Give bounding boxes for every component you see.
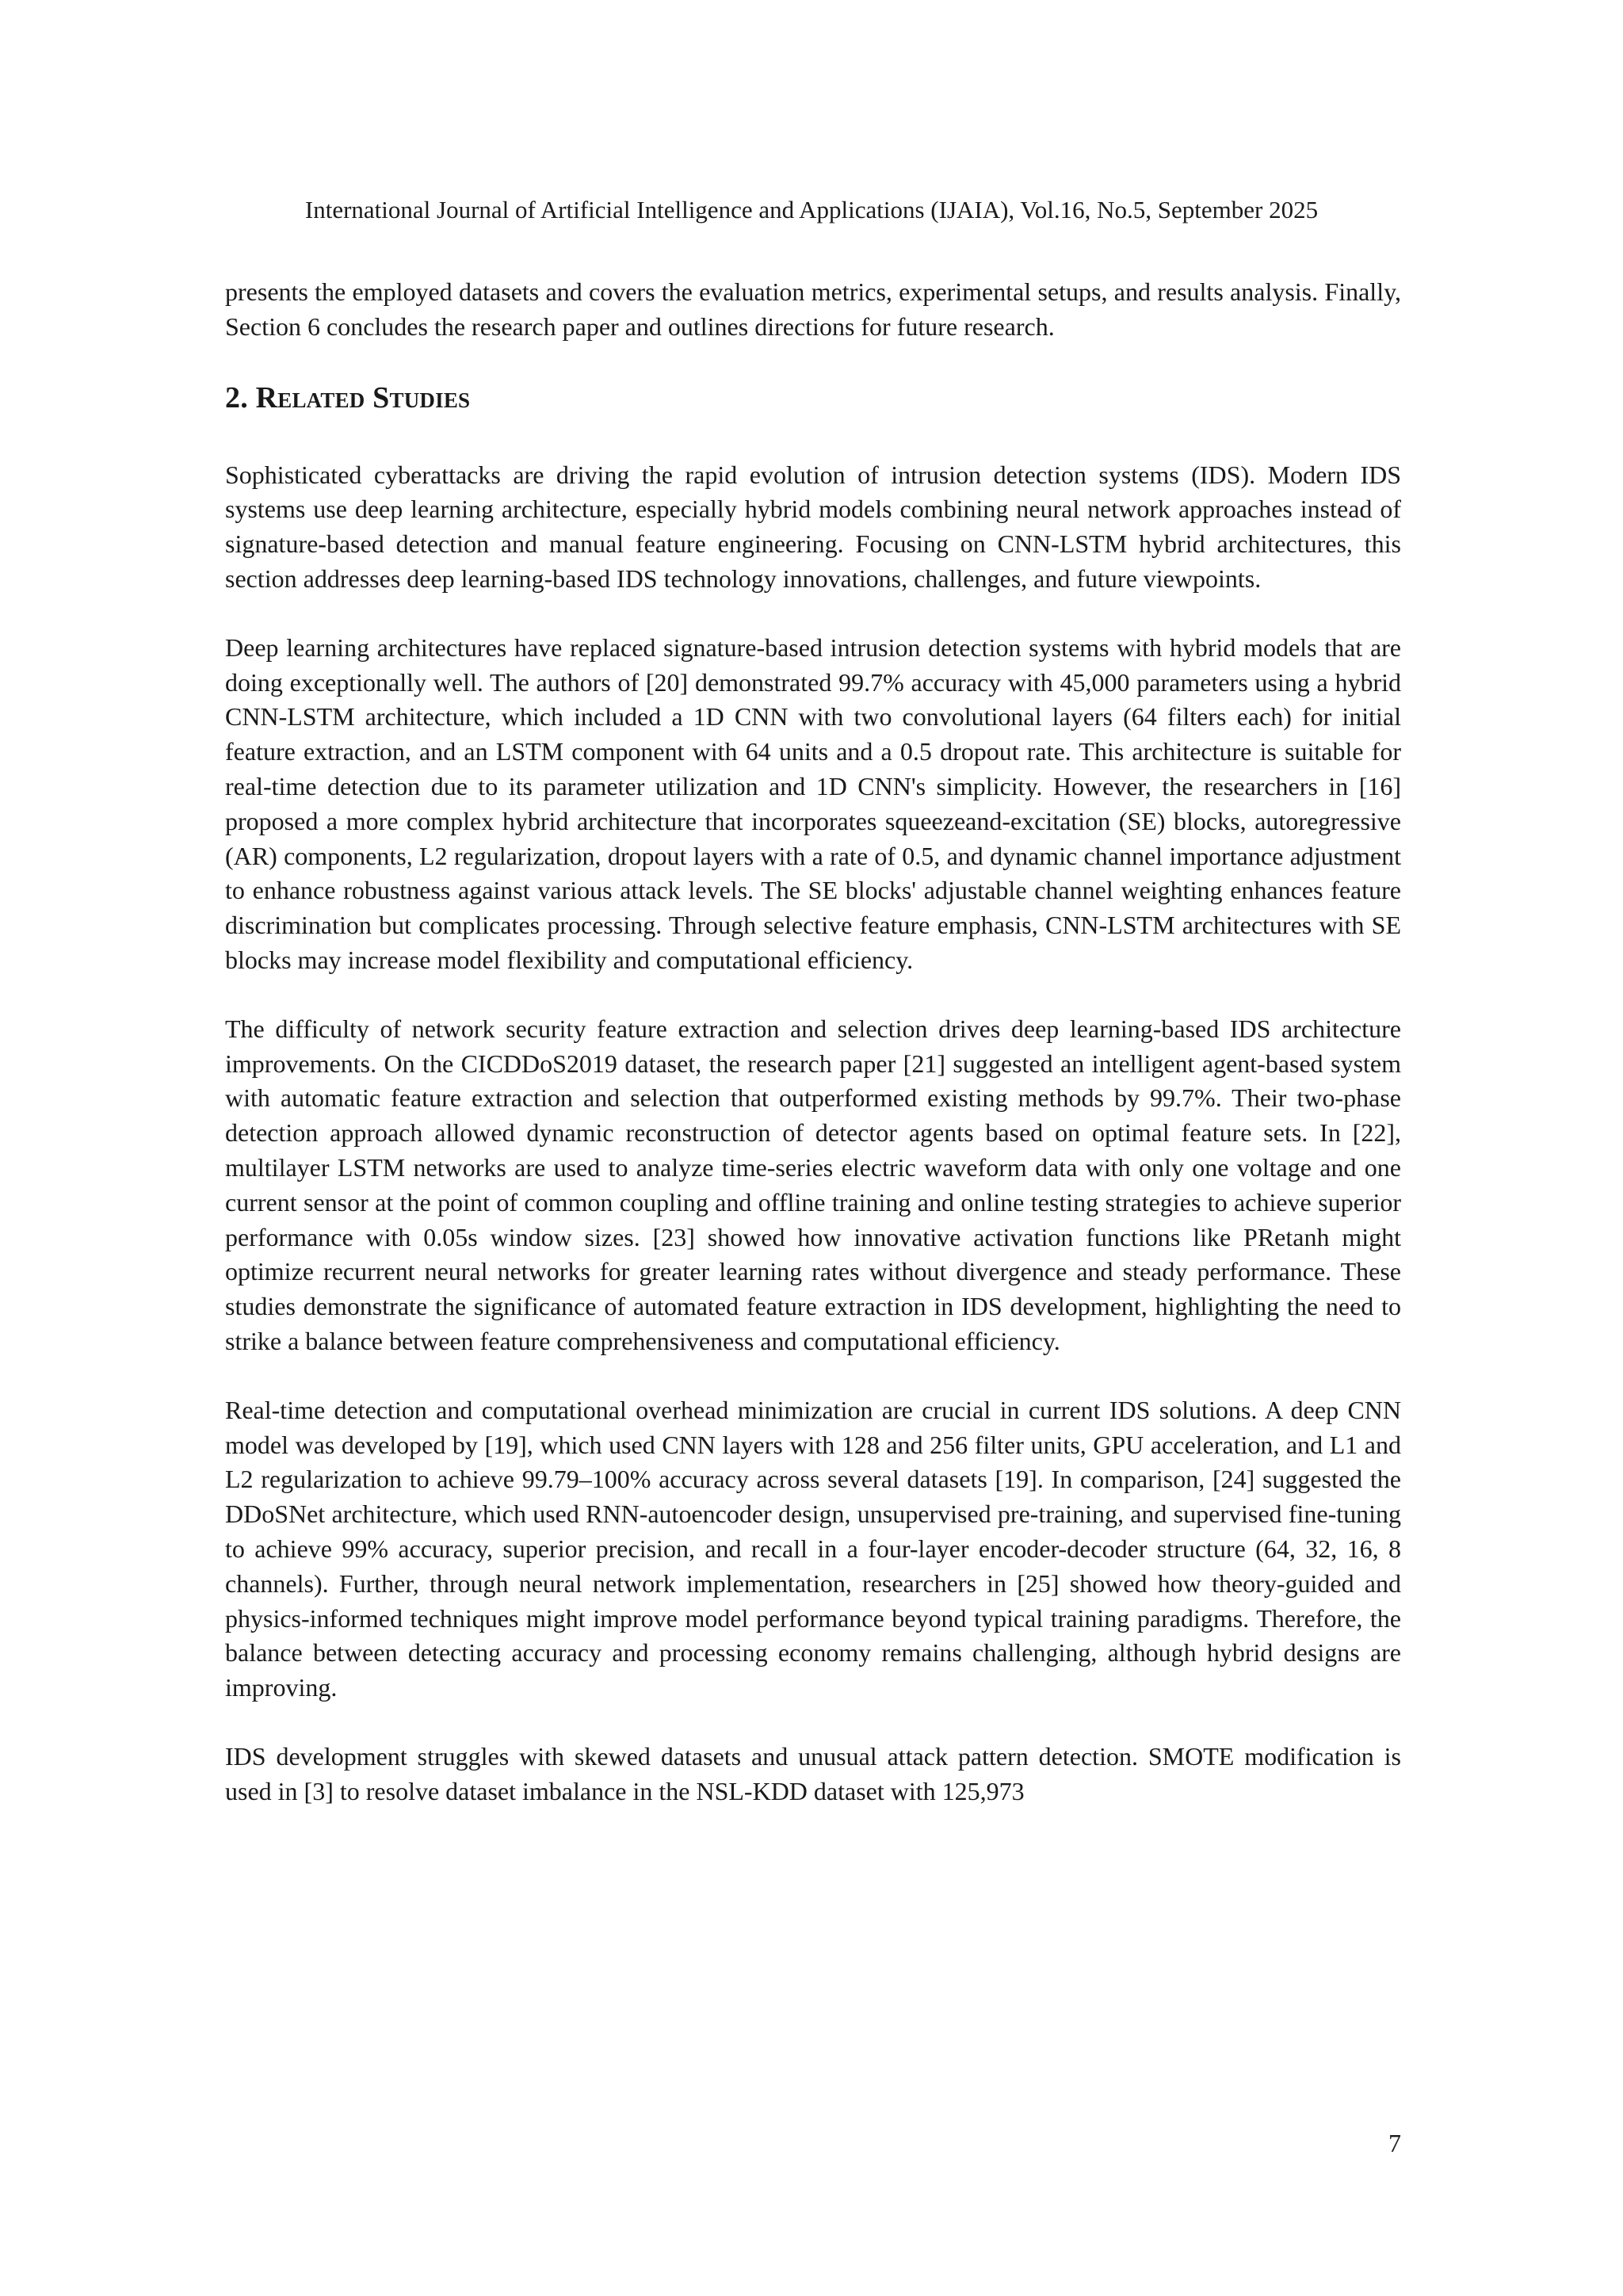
- body-paragraph-3: The difficulty of network security feature extraction and selection drives deep learning-based IDS architecture improvements. On the CICDDoS2019 dataset, the research paper [21] suggested an intelligent agent-based system with automatic feature extraction and selection that outperformed existing methods by 99.7%. Their two-phase detection approach allowed dynamic reconstruction of detector agents based on optimal feature sets. In [22], multilayer LSTM networks are used to analyze time-series electric waveform data with only one voltage and one current sensor at the point of common coupling and offline training and online testing strategies to achieve superior performance with 0.05s window sizes. [23] showed how innovative activation functions like PRetanh might optimize recurrent neural networks for greater learning rates without divergence and steady performance. These studies demonstrate the significance of automated feature extraction in IDS development, highlighting the need to strike a balance between feature comprehensiveness and computational efficiency.: [225, 1014, 1401, 1355]
- body-paragraph-5: IDS development struggles with skewed datasets and unusual attack pattern detection. SMOTE modification is used in [3] to resolve dataset imbalance in the NSL-KDD dataset with 125,973: [225, 1741, 1401, 1805]
- section-heading: 2. Related Studies: [225, 380, 471, 415]
- running-header: International Journal of Artificial Intelligence and Applications (IJAIA), Vol.16, No.5, September 2025: [304, 196, 1319, 223]
- intro-paragraph: presents the employed datasets and covers the evaluation metrics, experimental setups, and results analysis. Finally, Section 6 concludes the research paper and outlines directions for future research.: [225, 277, 1401, 341]
- body-paragraph-4: Real-time detection and computational overhead minimization are crucial in current IDS solutions. A deep CNN model was developed by [19], which used CNN layers with 128 and 256 filter units, GPU acceleration, and L1 and L2 regularization to achieve 99.79–100% accuracy across several datasets [19]. In comparison, [24] suggested the DDoSNet architecture, which used RNN-autoencoder design, unsupervised pre-training, and supervised fine-tuning to achieve 99% accuracy, superior precision, and recall in a four-layer encoder-decoder structure (64, 32, 16, 8 channels). Further, through neural network implementation, researchers in [25] showed how theory-guided and physics-informed techniques might improve model performance beyond typical training paradigms. Therefore, the balance between detecting accuracy and processing economy remains challenging, although hybrid designs are improving.: [225, 1395, 1401, 1702]
- article-body: [225, 275, 1401, 1843]
- page-number: 7: [1388, 2129, 1401, 2157]
- body-paragraph-1: Sophisticated cyberattacks are driving the rapid evolution of intrusion detection systems (IDS). Modern IDS systems use deep learning architecture, especially hybrid models combining neural network approaches instead of signature-based detection and manual feature engineering. Focusing on CNN-LSTM hybrid architectures, this section addresses deep learning-based IDS technology innovations, challenges, and future viewpoints.: [225, 460, 1401, 593]
- body-paragraph-2: Deep learning architectures have replaced signature-based intrusion detection systems with hybrid models that are doing exceptionally well. The authors of [20] demonstrated 99.7% accuracy with 45,000 parameters using a hybrid CNN-LSTM architecture, which included a 1D CNN with two convolutional layers (64 filters each) for initial feature extraction, and an LSTM component with 64 units and a 0.5 dropout rate. This architecture is suitable for real-time detection due to its parameter utilization and 1D CNN's simplicity. However, the researchers in [16] proposed a more complex hybrid architecture that incorporates squeezeand-excitation (SE) blocks, autoregressive (AR) components, L2 regularization, dropout layers with a rate of 0.5, and dynamic channel importance adjustment to enhance robustness against various attack levels. The SE blocks' adjustable channel weighting enhances feature discrimination but complicates processing. Through selective feature emphasis, CNN-LSTM architectures with SE blocks may increase model flexibility and computational efficiency.: [225, 632, 1401, 974]
